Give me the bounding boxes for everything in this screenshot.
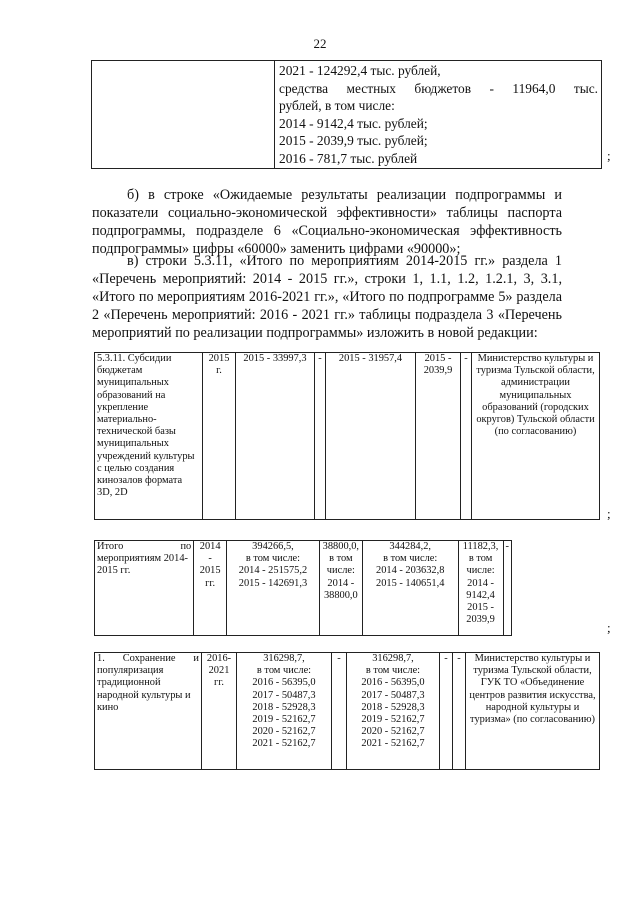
- name-word: по: [180, 541, 192, 552]
- paragraph-v-text: в) строки 5.3.11, «Итого по мероприятиям 2014-2015 гг.» раздела 1 «Перечень мероприятий: 2014 - 2015 гг.», строки 1, 1.1, 1.2, 1.2.1, 3, 3.1, «Итого по мероприятиям 2016-2021 гг.», «Итого по подпрограмме 5» раздела 2 «Перечень мероприятий: 2016 - 2021 гг.» таблицы подраздела 3 «Перечень мероприятий по реализации подпрограммы» изложить в новой редакции:: [92, 253, 562, 341]
- semicolon: ;: [607, 506, 611, 521]
- total-line: 2021 - 52162,7: [252, 738, 316, 750]
- local-line: 2015 -: [467, 602, 494, 614]
- cell-name-first-line: [97, 541, 191, 553]
- name-rest: популяризация традиционной народной культуры и кино: [97, 665, 191, 713]
- regional-line: 2016 - 56395,0: [361, 677, 425, 689]
- year-line: гг.: [205, 577, 216, 589]
- cell-regional: [362, 541, 458, 636]
- cell-year: 2016-2021 гг.: [202, 653, 237, 770]
- cell-name: [95, 541, 194, 636]
- top-line: 2016 - 781,7 тыс. рублей: [279, 150, 418, 166]
- cell-name: [95, 653, 202, 770]
- name-word: и: [193, 653, 199, 664]
- regional-line: 344284,2,: [389, 541, 431, 552]
- cell-local: [458, 541, 503, 636]
- local-line: 9142,4: [466, 589, 495, 601]
- cell-local: -: [440, 653, 453, 770]
- table-row-1: [94, 652, 600, 770]
- federal-line: 2014 -: [327, 577, 355, 589]
- cell-executor: Министерство культуры и туризма Тульской области, администрации муниципальных образований (городских округов) Тульской области (по согласованию): [472, 353, 600, 520]
- year-line: -: [208, 553, 212, 565]
- cell-federal: [319, 541, 362, 636]
- regional-line: в том числе:: [365, 665, 421, 677]
- cell-regional: 2015 - 31957,4: [326, 353, 416, 520]
- federal-line: 38800,0,: [322, 541, 360, 552]
- cell-year: 2015 г.: [203, 353, 236, 520]
- total-line: 2014 - 251575,2: [238, 565, 308, 577]
- year-line: 2015: [199, 565, 221, 577]
- cell-total: [227, 541, 320, 636]
- name-word: 1.: [97, 653, 105, 664]
- regional-line: 2018 - 52928,3: [361, 701, 425, 713]
- cell-total: [237, 653, 332, 770]
- total-line: 2019 - 52162,7: [252, 714, 316, 726]
- cell-year: [194, 541, 227, 636]
- name-word: Сохранение: [122, 653, 176, 664]
- top-line: 2021 - 124292,4 тыс. рублей,: [279, 63, 441, 78]
- total-line: 2020 - 52162,7: [252, 726, 316, 738]
- table-row-itogo-2014-2015: [94, 540, 512, 636]
- federal-line: в том: [329, 553, 353, 565]
- cell-other: -: [503, 541, 511, 636]
- total-line: в том числе:: [245, 553, 301, 565]
- federal-line: числе:: [326, 565, 355, 577]
- cell-local: 2015 - 2039,9: [416, 353, 461, 520]
- regional-line: 2020 - 52162,7: [361, 726, 425, 738]
- cell-federal: -: [315, 353, 326, 520]
- top-line: 2015 - 2039,9 тыс. рублей;: [279, 133, 428, 148]
- top-table: [91, 60, 602, 169]
- cell-name-first-line: [97, 653, 199, 665]
- cell-executor: Министерство культуры и туризма Тульской области, ГУК ТО «Объединение центров развития искусства, народной культуры и туризма» (по согласованию): [466, 653, 600, 770]
- local-line: числе:: [466, 565, 495, 577]
- total-line: 2016 - 56395,0: [252, 677, 316, 689]
- regional-line: 2019 - 52162,7: [361, 714, 425, 726]
- regional-line: 2017 - 50487,3: [361, 689, 425, 701]
- cell-total: 2015 - 33997,3: [236, 353, 315, 520]
- top-line: рублей, в том числе:: [279, 98, 395, 113]
- regional-line: в том числе:: [383, 553, 438, 565]
- regional-line: 2021 - 52162,7: [361, 738, 425, 750]
- cell-other: -: [453, 653, 466, 770]
- total-line: 394266,5,: [252, 541, 294, 552]
- top-table-funding-cell: [275, 61, 602, 169]
- local-line: в том: [468, 553, 493, 565]
- total-line: 2017 - 50487,3: [252, 689, 316, 701]
- regional-line: 2014 - 203632,8: [376, 565, 445, 577]
- page-number: 22: [313, 36, 327, 51]
- cell-other: -: [461, 353, 472, 520]
- table-row-5-3-11: [94, 352, 600, 520]
- regional-line: 316298,7,: [372, 653, 414, 664]
- total-line: 2018 - 52928,3: [252, 701, 316, 713]
- local-line: 2014 -: [467, 577, 494, 589]
- federal-line: 38800,0: [323, 589, 358, 601]
- local-line: 2039,9: [466, 614, 495, 626]
- paragraph-b-text: б) в строке «Ожидаемые результаты реализации подпрограммы и показатели социально-экономической эффективности» таблицы паспорта подпрограммы, подразделе 6 «Социально-экономическая эффективность подпрограммы» цифры «60000» заменить цифрами «90000»;: [92, 187, 562, 257]
- regional-line: 2015 - 140651,4: [376, 577, 445, 589]
- cell-name: 5.3.11. Субсидии бюджетам муниципальных образований на укрепление материально-технической базы муниципальных учреждений культуры с целью создания кинозалов формата 3D, 2D: [95, 353, 203, 520]
- cell-regional: [347, 653, 440, 770]
- total-line: 316298,7,: [263, 653, 305, 664]
- local-line: 11182,3,: [462, 541, 499, 552]
- paragraph-v: [92, 252, 562, 342]
- name-rest: мероприятиям 2014-2015 гг.: [97, 553, 188, 577]
- name-word: Итого: [97, 541, 124, 552]
- semicolon: ;: [607, 620, 611, 635]
- total-line: 2015 - 142691,3: [238, 577, 308, 589]
- year-line: 2014: [199, 541, 221, 552]
- paragraph-b: [92, 186, 562, 258]
- semicolon: ;: [607, 148, 611, 163]
- top-line: 2014 - 9142,4 тыс. рублей;: [279, 115, 428, 131]
- cell-federal: -: [332, 653, 347, 770]
- top-line: средства местных бюджетов - 11964,0 тыс.: [279, 80, 598, 96]
- top-table-empty-cell: [92, 61, 275, 169]
- total-line: в том числе:: [256, 665, 312, 677]
